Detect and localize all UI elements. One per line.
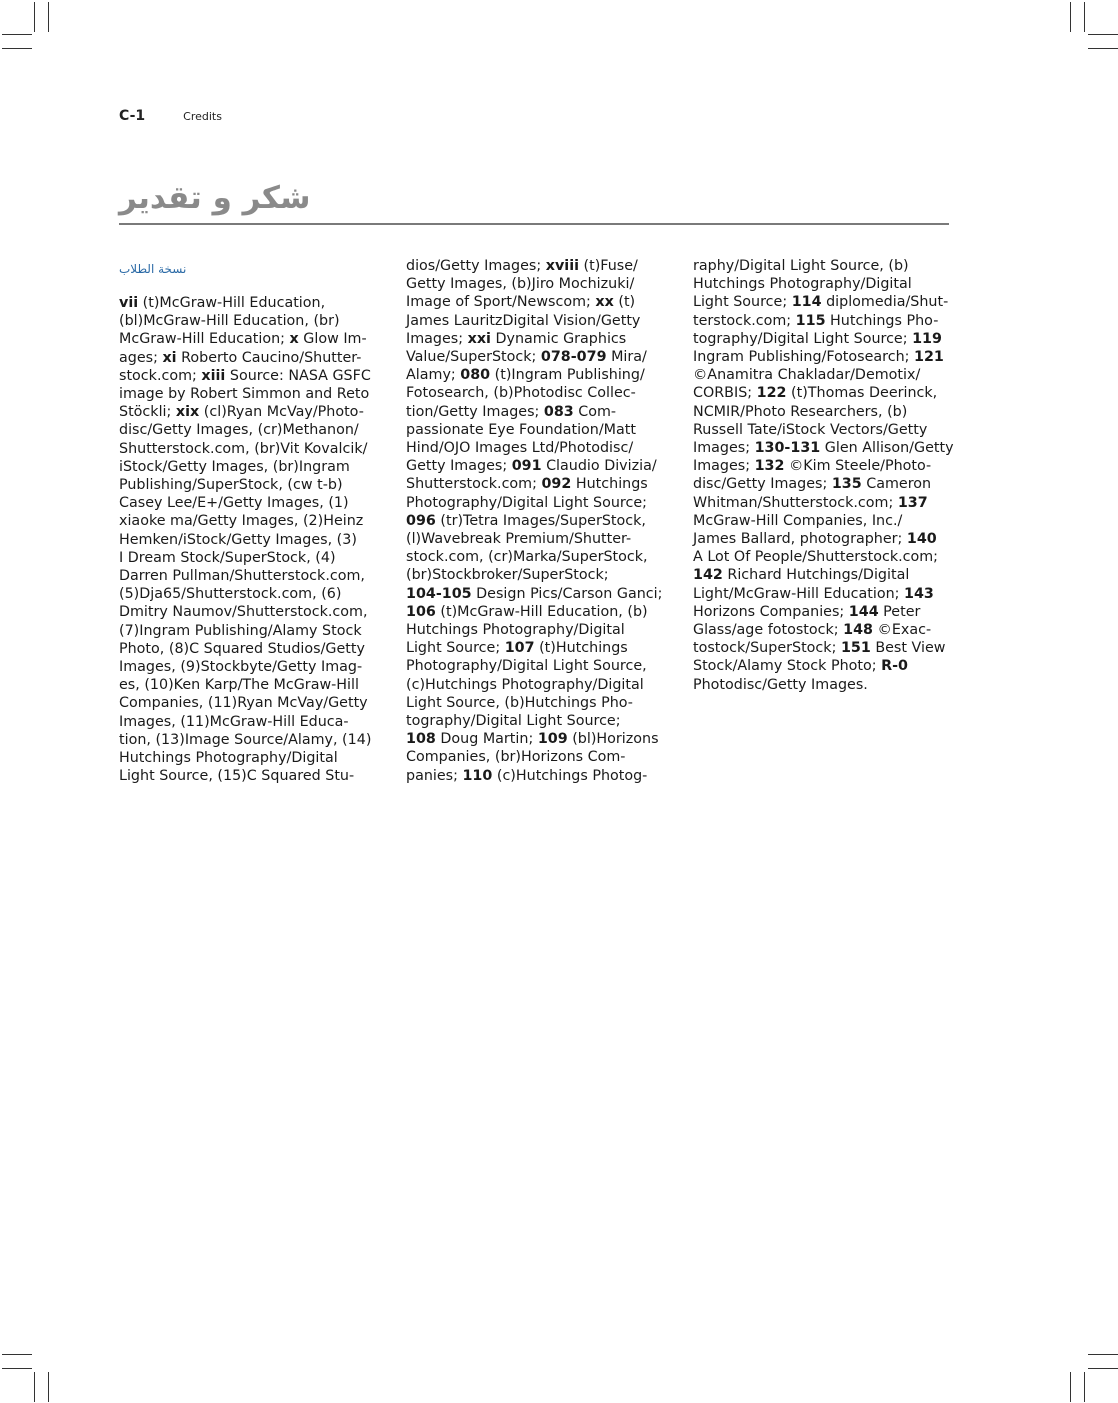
credit-line	[119, 330, 387, 348]
credit-text: Source: NASA GSFC	[225, 367, 371, 384]
credit-text: Hutchings	[571, 476, 648, 493]
credit-text: (t)McGraw-Hill Education,	[138, 295, 326, 311]
credit-text: Images;	[693, 440, 755, 457]
page-ref: 121	[914, 349, 944, 366]
page-ref: 140	[906, 531, 937, 548]
credit-line	[693, 494, 961, 512]
credit-text: Casey Lee/E+/Getty Images, (1)	[119, 495, 349, 512]
page-ref: 143	[904, 585, 934, 602]
credit-text: Hutchings Pho-	[825, 312, 939, 329]
credit-text: Darren Pullman/Shutterstock.com,	[119, 568, 365, 585]
credit-text: Fotosearch, (b)Photodisc Collec-	[406, 385, 636, 402]
crop-mark	[2, 34, 32, 35]
credit-line	[693, 603, 961, 621]
credits-column-3	[693, 257, 961, 694]
credit-text: Richard Hutchings/Digital	[722, 567, 910, 584]
page-ref: xi	[162, 349, 177, 366]
credit-text: Glass/age fotostock;	[693, 622, 844, 639]
credit-text: Roberto Caucino/Shutter-	[176, 349, 362, 366]
credit-line	[406, 712, 674, 730]
credit-text: Photography/Digital Light Source;	[406, 494, 647, 511]
credits-column-1	[119, 294, 387, 785]
credit-line	[119, 494, 387, 512]
credit-text: Glen Allison/Getty	[820, 440, 954, 457]
credit-text: Light Source;	[693, 294, 792, 311]
credit-text: iStock/Getty Images, (br)Ingram	[119, 458, 350, 475]
credit-line	[119, 421, 387, 439]
page-ref: 142	[693, 567, 723, 584]
page-ref: 148	[843, 622, 873, 639]
credit-text: Design Pics/Carson Ganci;	[471, 585, 663, 602]
page-ref: 091	[511, 458, 542, 475]
page-ref: vii	[119, 295, 139, 311]
credit-line	[406, 403, 674, 421]
credit-text: A Lot Of People/Shutterstock.com;	[693, 549, 939, 566]
credit-text: dios/Getty Images;	[406, 258, 546, 274]
credit-text: Stöckli;	[119, 404, 176, 421]
crop-mark	[2, 1368, 32, 1369]
credit-line	[406, 330, 674, 348]
credit-text: disc/Getty Images;	[693, 476, 832, 493]
credit-line	[119, 731, 387, 749]
credit-text: McGraw-Hill Education;	[119, 331, 290, 348]
credit-line	[406, 694, 674, 712]
credit-line	[693, 439, 961, 457]
credit-text: (5)Dja65/Shutterstock.com, (6)	[119, 586, 342, 603]
credit-text: James LauritzDigital Vision/Getty	[406, 312, 641, 329]
credit-text: Mira/	[606, 349, 647, 366]
credit-text: Com-	[573, 403, 617, 420]
crop-mark	[2, 48, 32, 49]
credit-text: Shutterstock.com;	[406, 476, 542, 493]
credit-text: Dynamic Graphics	[490, 330, 627, 347]
credit-text: CORBIS;	[693, 385, 757, 402]
credit-text: Value/SuperStock;	[406, 349, 541, 366]
credit-line	[406, 639, 674, 657]
credit-line	[693, 457, 961, 475]
credit-text: diplomedia/Shut-	[821, 294, 949, 311]
credit-text: Alamy;	[406, 367, 461, 384]
credit-text: (cl)Ryan McVay/Photo-	[199, 404, 364, 421]
credit-line	[406, 676, 674, 694]
credit-line	[693, 366, 961, 384]
credit-text: Glow Im-	[298, 331, 367, 348]
edition-subhead: نسخة الطلاب	[119, 262, 187, 276]
credit-text: Horizons Companies;	[693, 603, 849, 620]
credit-text: Hutchings Photography/Digital	[406, 622, 625, 639]
credit-text: (t)Thomas Deerinck,	[786, 385, 938, 402]
credit-text: tion/Getty Images;	[406, 403, 544, 420]
credit-text: image by Robert Simmon and Reto	[119, 386, 370, 403]
credit-text: es, (10)Ken Karp/The McGraw-Hill	[119, 677, 359, 694]
credit-text: disc/Getty Images, (cr)Methanon/	[119, 422, 359, 439]
credit-line	[693, 257, 961, 275]
credit-line	[406, 767, 674, 785]
page-ref: 115	[795, 312, 826, 329]
credit-line	[693, 548, 961, 566]
crop-mark	[48, 1372, 49, 1402]
credit-text: stock.com, (cr)Marka/SuperStock,	[406, 549, 648, 566]
credit-text: raphy/Digital Light Source, (b)	[693, 258, 909, 274]
credit-line	[693, 657, 961, 675]
credit-line	[406, 512, 674, 530]
credit-line	[406, 275, 674, 293]
page-ref: 106	[406, 603, 436, 620]
crop-mark	[1088, 1354, 1118, 1355]
page-ref: 092	[541, 476, 572, 493]
credit-text: (t)	[613, 294, 636, 311]
credit-text: Publishing/SuperStock, (cw t-b)	[119, 477, 343, 494]
page-ref: 078-079	[540, 349, 607, 366]
page-ref: xxi	[467, 330, 491, 347]
credit-text: Ingram Publishing/Fotosearch;	[693, 349, 915, 366]
page-ref: xix	[175, 404, 200, 421]
credit-line	[693, 621, 961, 639]
title-rule	[119, 223, 949, 225]
page-ref: 107	[504, 640, 535, 657]
credit-text: Getty Images, (b)Jiro Mochizuki/	[406, 276, 635, 293]
credit-text: tion, (13)Image Source/Alamy, (14)	[119, 731, 372, 748]
credit-line	[406, 421, 674, 439]
page-ref: 137	[897, 494, 928, 511]
credit-line	[119, 640, 387, 658]
credit-line	[406, 439, 674, 457]
credit-line	[693, 530, 961, 548]
credit-line	[119, 385, 387, 403]
credit-text: Images, (11)McGraw-Hill Educa-	[119, 713, 349, 730]
credit-text: (7)Ingram Publishing/Alamy Stock	[119, 622, 362, 639]
credit-line	[693, 566, 961, 584]
credit-text: terstock.com;	[693, 312, 796, 329]
credit-text: Photo, (8)C Squared Studios/Getty	[119, 640, 365, 657]
page-ref: 144	[848, 603, 879, 620]
credit-text: tography/Digital Light Source;	[693, 330, 913, 347]
credit-line	[119, 549, 387, 567]
credit-text: Stock/Alamy Stock Photo;	[693, 658, 882, 675]
credit-line	[119, 458, 387, 476]
credit-text: tostock/SuperStock;	[693, 640, 841, 657]
credit-line	[406, 621, 674, 639]
credit-text: I Dream Stock/SuperStock, (4)	[119, 549, 336, 566]
credit-text: panies;	[406, 767, 463, 784]
credit-text: ©Anamitra Chakladar/Demotix/	[693, 367, 921, 384]
credit-line	[119, 531, 387, 549]
credit-text: passionate Eye Foundation/Matt	[406, 421, 636, 438]
credit-line	[406, 548, 674, 566]
credit-line	[406, 603, 674, 621]
page-title: شكر و تقدير	[119, 180, 311, 216]
credit-line	[693, 348, 961, 366]
credit-text: Images;	[406, 330, 468, 347]
credit-line	[406, 457, 674, 475]
page-ref: 096	[406, 512, 436, 529]
credit-line	[406, 348, 674, 366]
credit-text: Getty Images;	[406, 458, 512, 475]
credit-text: Whitman/Shutterstock.com;	[693, 494, 898, 511]
credit-text: Light Source, (b)Hutchings Pho-	[406, 694, 633, 711]
crop-mark	[34, 2, 35, 32]
crop-mark	[1088, 48, 1118, 49]
credit-line	[693, 330, 961, 348]
credit-line	[406, 530, 674, 548]
credit-line	[119, 367, 387, 385]
credit-line	[406, 312, 674, 330]
credit-text: Hind/OJO Images Ltd/Photodisc/	[406, 440, 634, 457]
credit-line	[119, 676, 387, 694]
page-ref: xx	[595, 294, 614, 311]
credit-text: (l)Wavebreak Premium/Shutter-	[406, 531, 632, 548]
credit-line	[119, 567, 387, 585]
section-name: Credits	[183, 110, 222, 123]
credit-line	[119, 694, 387, 712]
page-ref: 132	[754, 458, 785, 475]
page-ref: 109	[537, 731, 568, 748]
credit-text: Companies, (11)Ryan McVay/Getty	[119, 695, 368, 712]
credit-text: NCMIR/Photo Researchers, (b)	[693, 403, 908, 420]
credit-line	[693, 585, 961, 603]
credit-line	[693, 403, 961, 421]
credit-line	[693, 421, 961, 439]
credit-text: Claudio Divizia/	[541, 458, 657, 475]
credit-line	[693, 676, 961, 694]
credit-text: Cameron	[861, 476, 932, 493]
credit-line	[693, 312, 961, 330]
credit-text: Light/McGraw-Hill Education;	[693, 585, 905, 602]
credit-text: Hutchings Photography/Digital	[119, 750, 338, 767]
credit-text: (bl)McGraw-Hill Education, (br)	[119, 313, 340, 330]
credit-text: McGraw-Hill Companies, Inc./	[693, 512, 903, 529]
credit-text: (c)Hutchings Photog-	[492, 767, 648, 784]
page-ref: x	[289, 331, 299, 348]
crop-mark	[1070, 1372, 1071, 1402]
page-ref: 119	[912, 330, 942, 347]
credit-text: xiaoke ma/Getty Images, (2)Heinz	[119, 513, 364, 530]
crop-mark	[34, 1372, 35, 1402]
credit-text: Best View	[870, 640, 946, 657]
credit-text: (t)McGraw-Hill Education, (b)	[435, 603, 648, 620]
credit-line	[693, 293, 961, 311]
page-ref: 114	[791, 294, 822, 311]
credit-line	[406, 748, 674, 766]
credit-line	[119, 512, 387, 530]
credit-text: (tr)Tetra Images/SuperStock,	[435, 512, 646, 529]
credit-line	[693, 275, 961, 293]
credit-text: Images, (9)Stockbyte/Getty Imag-	[119, 659, 363, 676]
credit-text: Peter	[878, 603, 921, 620]
crop-mark	[1070, 2, 1071, 32]
crop-mark	[1088, 34, 1118, 35]
page-ref: 122	[756, 385, 787, 402]
credit-line	[119, 312, 387, 330]
credit-text: (c)Hutchings Photography/Digital	[406, 676, 644, 693]
credit-line	[119, 294, 387, 312]
crop-mark	[1088, 1368, 1118, 1369]
credit-line	[119, 603, 387, 621]
credit-line	[119, 749, 387, 767]
credit-line	[406, 293, 674, 311]
running-head	[119, 108, 222, 124]
crop-mark	[1084, 2, 1085, 32]
credit-text: Hemken/iStock/Getty Images, (3)	[119, 531, 357, 548]
credit-line	[406, 475, 674, 493]
credit-line	[406, 384, 674, 402]
credit-text: ©Kim Steele/Photo-	[784, 458, 932, 475]
credit-text: ©Exac-	[872, 622, 932, 639]
credit-text: Doug Martin;	[435, 731, 538, 748]
credit-line	[693, 639, 961, 657]
credit-line	[406, 366, 674, 384]
page-ref: xiii	[201, 367, 226, 384]
credit-text: Shutterstock.com, (br)Vit Kovalcik/	[119, 440, 368, 457]
credit-text: (t)Hutchings	[534, 640, 628, 657]
credit-line	[406, 657, 674, 675]
page-ref: 080	[460, 367, 491, 384]
credit-line	[119, 713, 387, 731]
credit-line	[693, 475, 961, 493]
page-ref: 130-131	[754, 440, 821, 457]
page-ref: 135	[831, 476, 862, 493]
page-ref: xviii	[545, 258, 579, 274]
credit-text: Images;	[693, 458, 755, 475]
credit-text: James Ballard, photographer;	[693, 531, 907, 548]
credit-line	[406, 730, 674, 748]
credit-line	[119, 622, 387, 640]
page-ref: 151	[840, 640, 871, 657]
crop-mark	[1084, 1372, 1085, 1402]
credit-text: Photodisc/Getty Images.	[693, 676, 868, 693]
credit-line	[406, 494, 674, 512]
credit-text: Photography/Digital Light Source,	[406, 658, 647, 675]
credit-text: (t)Ingram Publishing/	[490, 367, 645, 384]
credit-line	[119, 440, 387, 458]
credit-line	[693, 512, 961, 530]
page-ref: 108	[406, 731, 436, 748]
credit-text: (br)Stockbroker/SuperStock;	[406, 567, 609, 584]
crop-mark	[48, 2, 49, 32]
credit-line	[119, 476, 387, 494]
page-ref: 110	[462, 767, 493, 784]
credit-text: Dmitry Naumov/Shutterstock.com,	[119, 604, 368, 621]
credit-line	[119, 658, 387, 676]
credit-line	[119, 585, 387, 603]
credit-text: stock.com;	[119, 367, 202, 384]
credit-text: Light Source;	[406, 640, 505, 657]
credit-text: tography/Digital Light Source;	[406, 713, 621, 730]
credit-line	[406, 566, 674, 584]
credit-text: (bl)Horizons	[567, 731, 659, 748]
credit-line	[693, 384, 961, 402]
crop-mark	[2, 1354, 32, 1355]
credit-line	[119, 403, 387, 421]
credit-text: ages;	[119, 349, 163, 366]
credit-line	[406, 585, 674, 603]
credit-text: Image of Sport/Newscom;	[406, 294, 596, 311]
page-ref: 104-105	[406, 585, 472, 602]
credit-text: Russell Tate/iStock Vectors/Getty	[693, 421, 928, 438]
page-number: C-1	[119, 108, 146, 124]
credits-column-2	[406, 257, 674, 785]
credit-text: Light Source, (15)C Squared Stu-	[119, 768, 355, 785]
credit-text: Hutchings Photography/Digital	[693, 276, 912, 293]
page-ref: R-0	[881, 658, 908, 675]
credit-text: (t)Fuse/	[579, 258, 638, 274]
credit-line	[406, 257, 674, 275]
credit-text: Companies, (br)Horizons Com-	[406, 749, 626, 766]
page-ref: 083	[543, 403, 574, 420]
credit-line	[119, 349, 387, 367]
credit-line	[119, 767, 387, 785]
